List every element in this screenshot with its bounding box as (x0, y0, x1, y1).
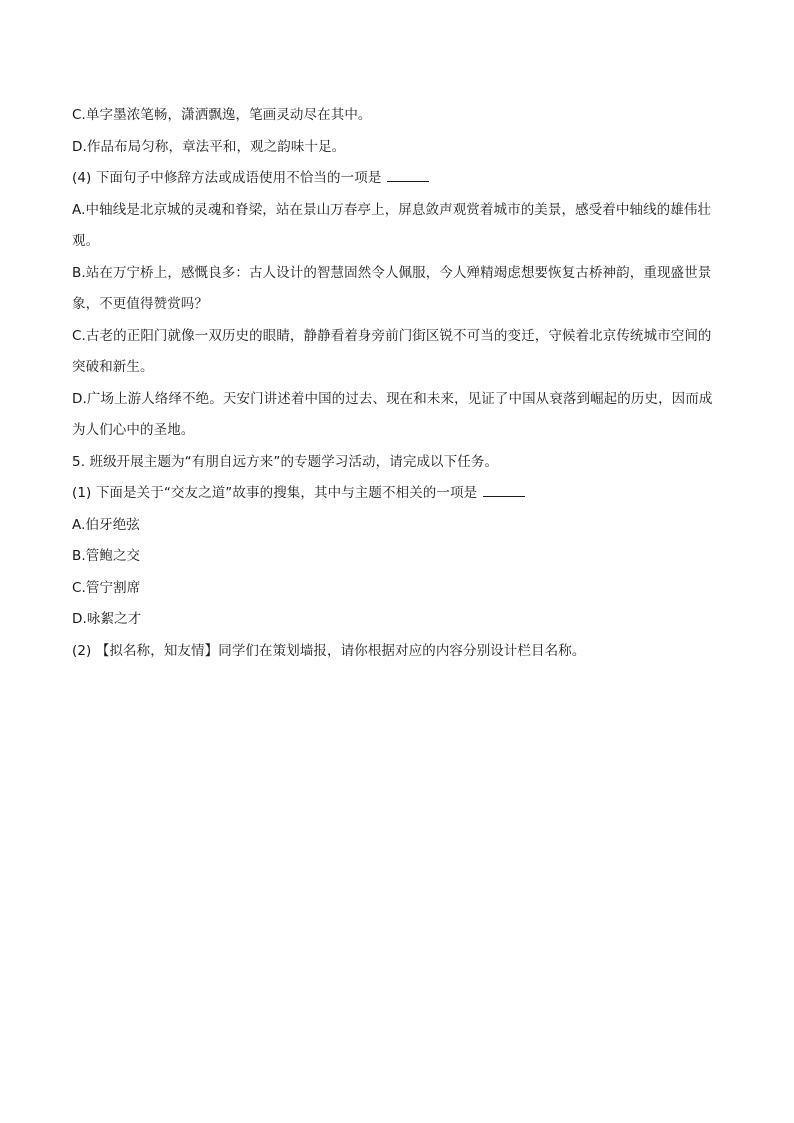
question-5-2-stem (72, 636, 722, 668)
option-b-q4-4 (72, 258, 722, 321)
option-text: B.管鲍之交 (72, 548, 141, 564)
option-d-q4-4 (72, 384, 722, 447)
option-b-q5-1 (72, 541, 722, 573)
option-d-q4-3 (72, 132, 722, 164)
question-4-4-stem (72, 163, 722, 195)
option-c-q4-4 (72, 321, 722, 384)
option-c-q5-1 (72, 573, 722, 605)
option-d-q5-1 (72, 604, 722, 636)
question-text: (1) 下面是关于“交友之道”故事的搜集，其中与主题不相关的一项是 (72, 485, 478, 501)
option-text: A.伯牙绝弦 (72, 516, 140, 533)
option-text: D.咏絮之才 (72, 611, 142, 627)
answer-blank (387, 167, 429, 182)
option-a-q4-4 (72, 195, 722, 258)
option-text: C.单字墨浓笔畅，潇洒飘逸，笔画灵动尽在其中。 (72, 107, 372, 123)
option-a-q5-1 (72, 510, 722, 542)
question-5-stem (72, 447, 722, 479)
question-text: 5. 班级开展主题为“有朋自远方来”的专题学习活动，请完成以下任务。 (72, 453, 499, 470)
option-text: C.古老的正阳门就像一双历史的眼睛，静静看着身旁前门街区锐不可当的变迁，守候着北京传统城市空间的突破和新生。 (72, 327, 712, 375)
option-text: B.站在万宁桥上，感慨良多：古人设计的智慧固然令人佩服，今人殚精竭虑想要恢复古桥神韵，重现盛世景象，不更值得赞赏吗？ (72, 264, 712, 312)
option-text: A.中轴线是北京城的灵魂和脊梁，站在景山万春亭上，屏息敛声观赏着城市的美景，感受着中轴线的雄伟壮观。 (72, 201, 712, 249)
question-content (72, 100, 722, 667)
option-text: C.管宁割席 (72, 579, 141, 596)
option-c-q4-3 (72, 100, 722, 132)
option-text: D.作品布局匀称，章法平和，观之韵味十足。 (72, 138, 346, 155)
question-text: (2) 【拟名称，知友情】同学们在策划墙报，请你根据对应的内容分别设计栏目名称。 (72, 642, 586, 659)
question-text: (4) 下面句子中修辞方法或成语使用不恰当的一项是 (72, 170, 382, 186)
option-text: D.广场上游人络绎不绝。天安门讲述着中国的过去、现在和未来，见证了中国从衰落到崛起的历史，因而成为人们心中的圣地。 (72, 390, 713, 438)
answer-blank (483, 482, 525, 497)
question-5-1-stem (72, 478, 722, 510)
